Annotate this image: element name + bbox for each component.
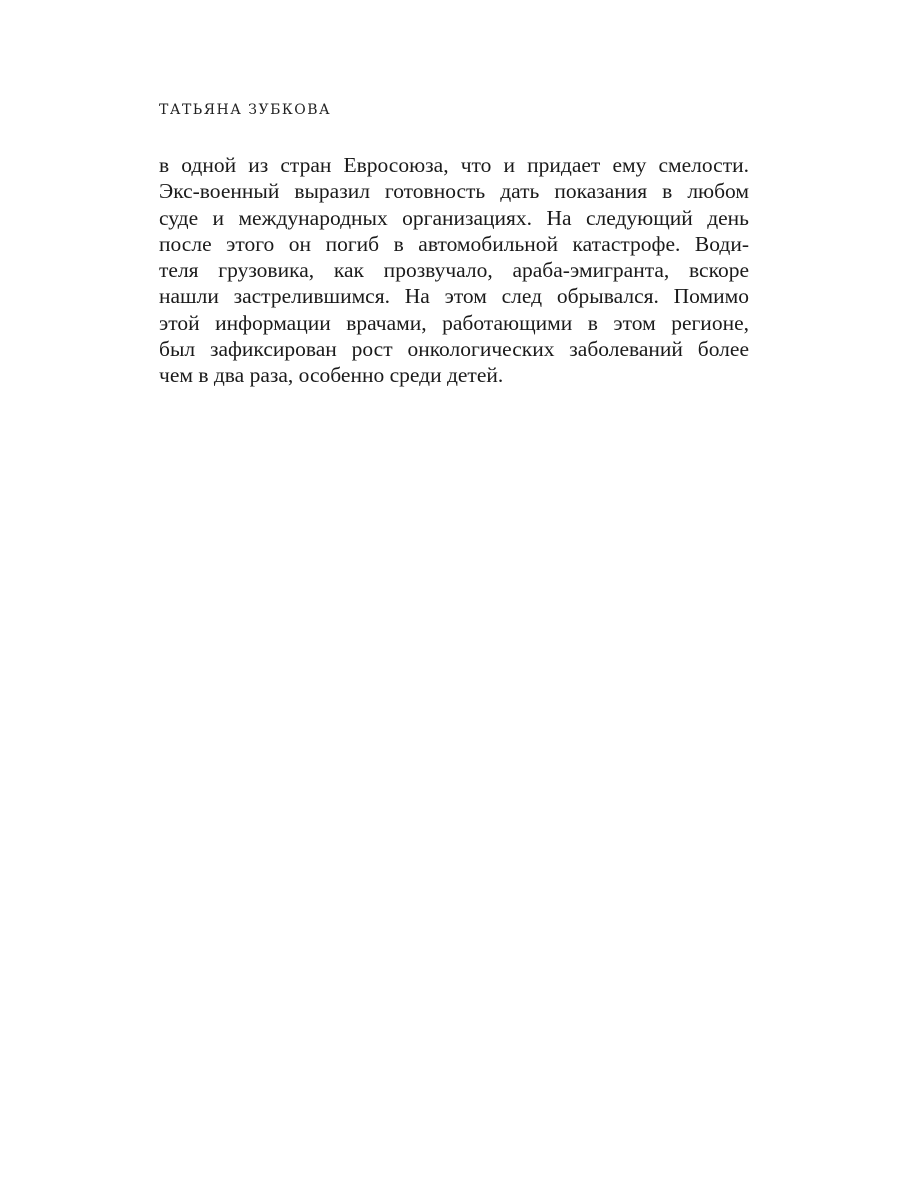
text-line: Экс-военный выразил готовность дать показания в любом: [159, 179, 749, 204]
text-line: после этого он погиб в автомобильной катастрофе. Води-: [159, 231, 749, 256]
text-line: суде и международных организациях. На следующий день: [159, 205, 749, 230]
text-line: теля грузовика, как прозвучало, араба-эмигранта, вскоре: [159, 258, 749, 283]
running-header-author: ТАТЬЯНА ЗУБКОВА: [159, 102, 332, 118]
text-line: этой информации врачами, работающими в этом регионе,: [159, 310, 749, 335]
body-paragraph: [159, 152, 749, 389]
text-line: чем в два раза, особенно среди детей.: [159, 363, 504, 388]
text-line: был зафиксирован рост онкологических заболеваний более: [159, 337, 749, 362]
text-line: нашли застрелившимся. На этом след обрывался. Помимо: [159, 284, 749, 309]
text-line: в одной из стран Евросоюза, что и придает ему смелости.: [159, 153, 749, 177]
